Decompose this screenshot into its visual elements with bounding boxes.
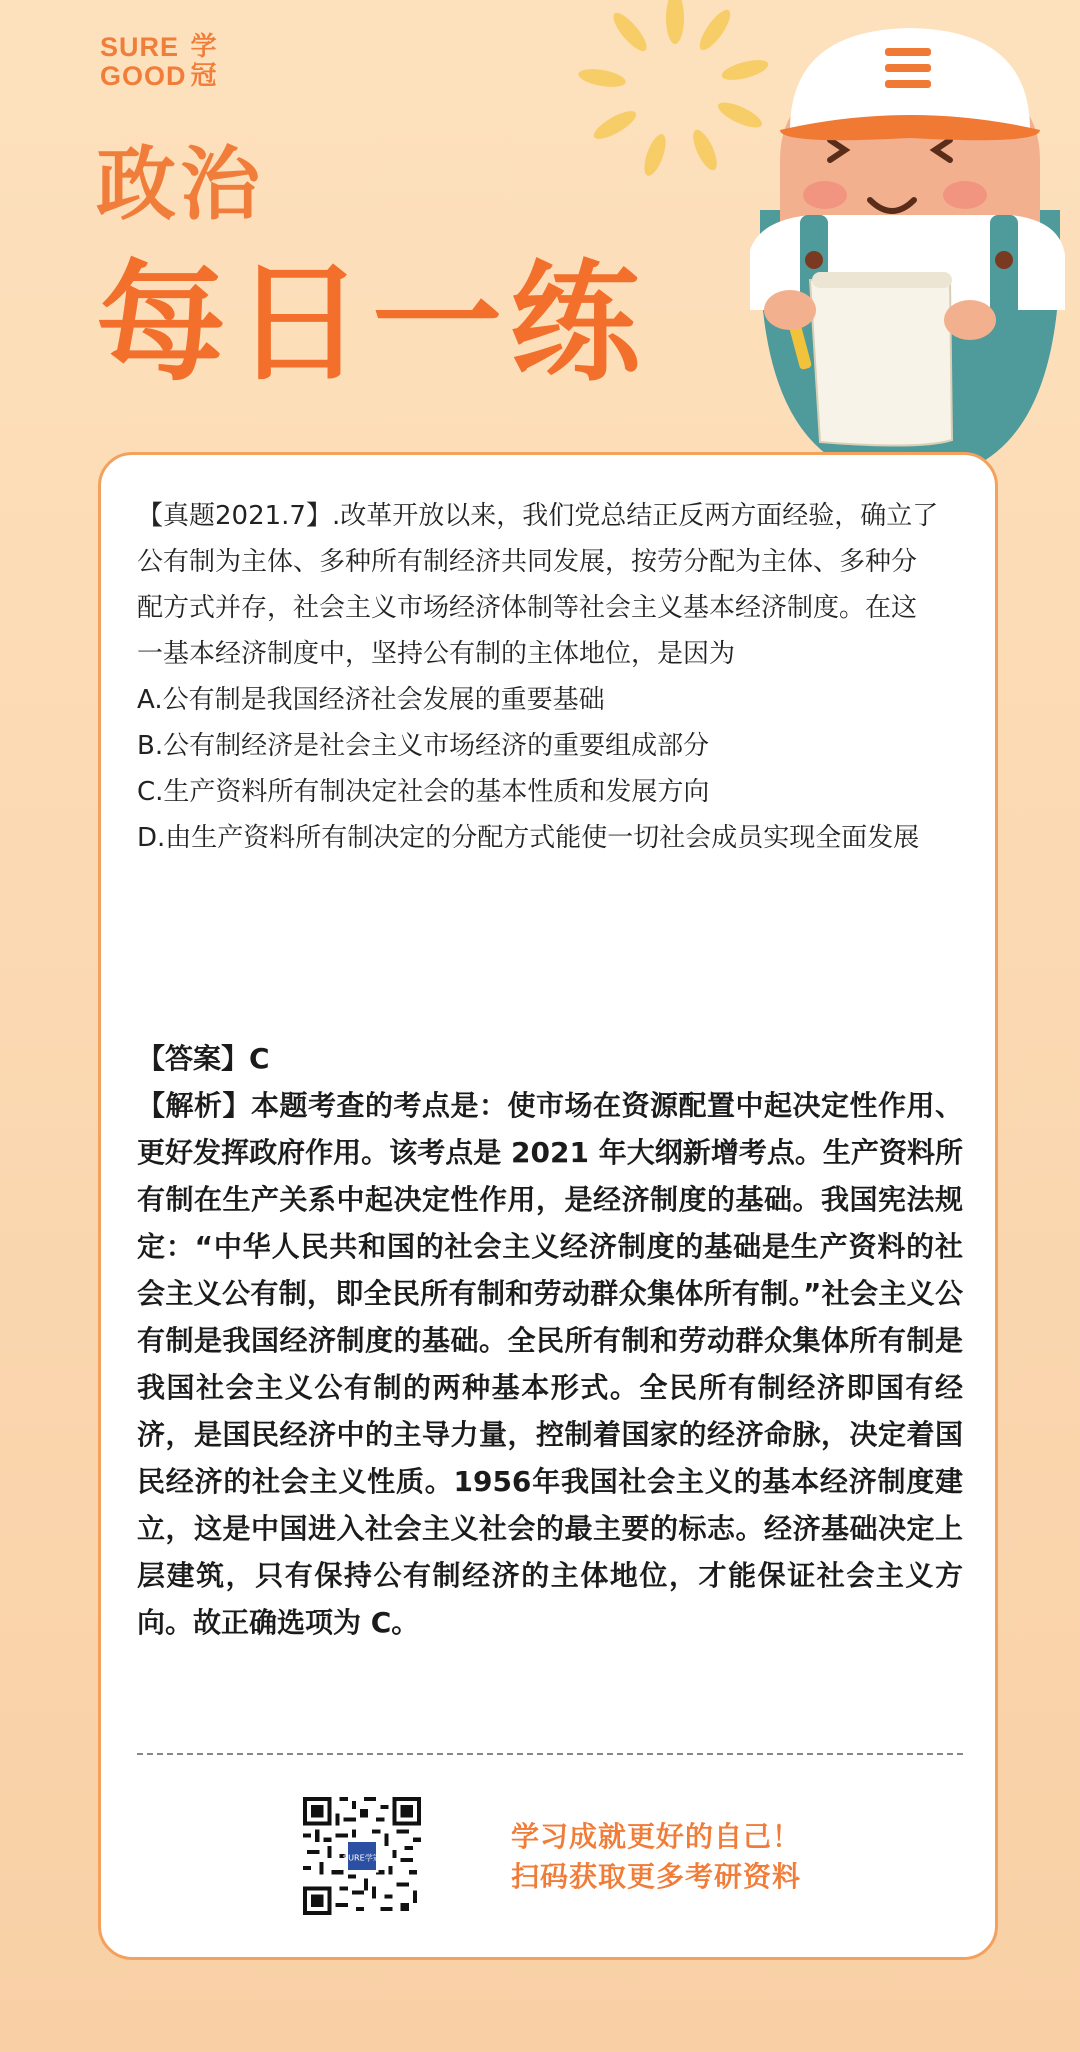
page-title: 每日一练: [96, 247, 649, 399]
subject-title: 政治: [96, 138, 264, 231]
logo-cn-line1: 学: [190, 32, 217, 62]
question-card: [98, 452, 998, 1960]
logo-cn-line2: 冠: [190, 61, 217, 91]
footer-slogan: [511, 1817, 801, 1897]
analysis-text: 【解析】本题考查的考点是：使市场在资源配置中起决定性作用、更好发挥政府作用。该考点是 2021 年大纲新增考点。生产资料所有制在生产关系中起决定性作用，是经济制度的基础。我国宪法规定：“中华人民共和国的社会主义经济制度的基础是生产资料的社会主义公有制，即全民所有制和劳动群众集体所有制。”社会主义公有制是我国经济制度的基础。全民所有制和劳动群众集体所有制是我国社会主义公有制的两种基本形式。全民所有制经济即国有经济，是国民经济中的主导力量，控制着国家的经济命脉，决定着国民经济的社会主义性质。1956年我国社会主义的基本经济制度建立，这是中国进入社会主义社会的最主要的标志。经济基础决定上层建筑，只有保持公有制经济的主体地位，才能保证社会主义方向。故正确选项为 C。: [137, 1089, 963, 1639]
question-stem-line: 公有制为主体、多种所有制经济共同发展，按劳分配为主体、多种分: [137, 547, 918, 577]
slogan-line-1: 学习成就更好的自己！: [511, 1820, 802, 1853]
option-a: A.公有制是我国经济社会发展的重要基础: [137, 685, 605, 715]
answer-label: 【答案】C: [137, 1042, 270, 1075]
logo-chinese: [191, 34, 217, 92]
question-stem-line: 一基本经济制度中，坚持公有制的主体地位，是因为: [137, 639, 736, 669]
option-c: C.生产资料所有制决定社会的基本性质和发展方向: [137, 777, 710, 807]
question-stem-line: 配方式并存，社会主义市场经济体制等社会主义基本经济制度。在这: [137, 593, 918, 623]
question-stem-line: 【真题2021.7】.改革开放以来，我们党总结正反两方面经验，确立了: [137, 501, 939, 531]
logo-en-line1: SURE: [100, 32, 180, 62]
mascot-illustration: [720, 10, 1080, 480]
option-d: D.由生产资料所有制决定的分配方式能使一切社会成员实现全面发展: [137, 823, 920, 853]
answer-block: [137, 1035, 963, 1646]
option-b: B.公有制经济是社会主义市场经济的重要组成部分: [137, 731, 710, 761]
brand-logo: [100, 34, 217, 92]
logo-english: [100, 34, 187, 92]
dashed-divider: [137, 1753, 963, 1755]
qr-center-label: SURE学冠: [342, 1852, 382, 1863]
question-block: [137, 493, 963, 861]
qr-code[interactable]: [303, 1797, 421, 1915]
logo-en-line2: GOOD: [100, 61, 187, 91]
slogan-line-2: 扫码获取更多考研资料: [511, 1860, 802, 1893]
